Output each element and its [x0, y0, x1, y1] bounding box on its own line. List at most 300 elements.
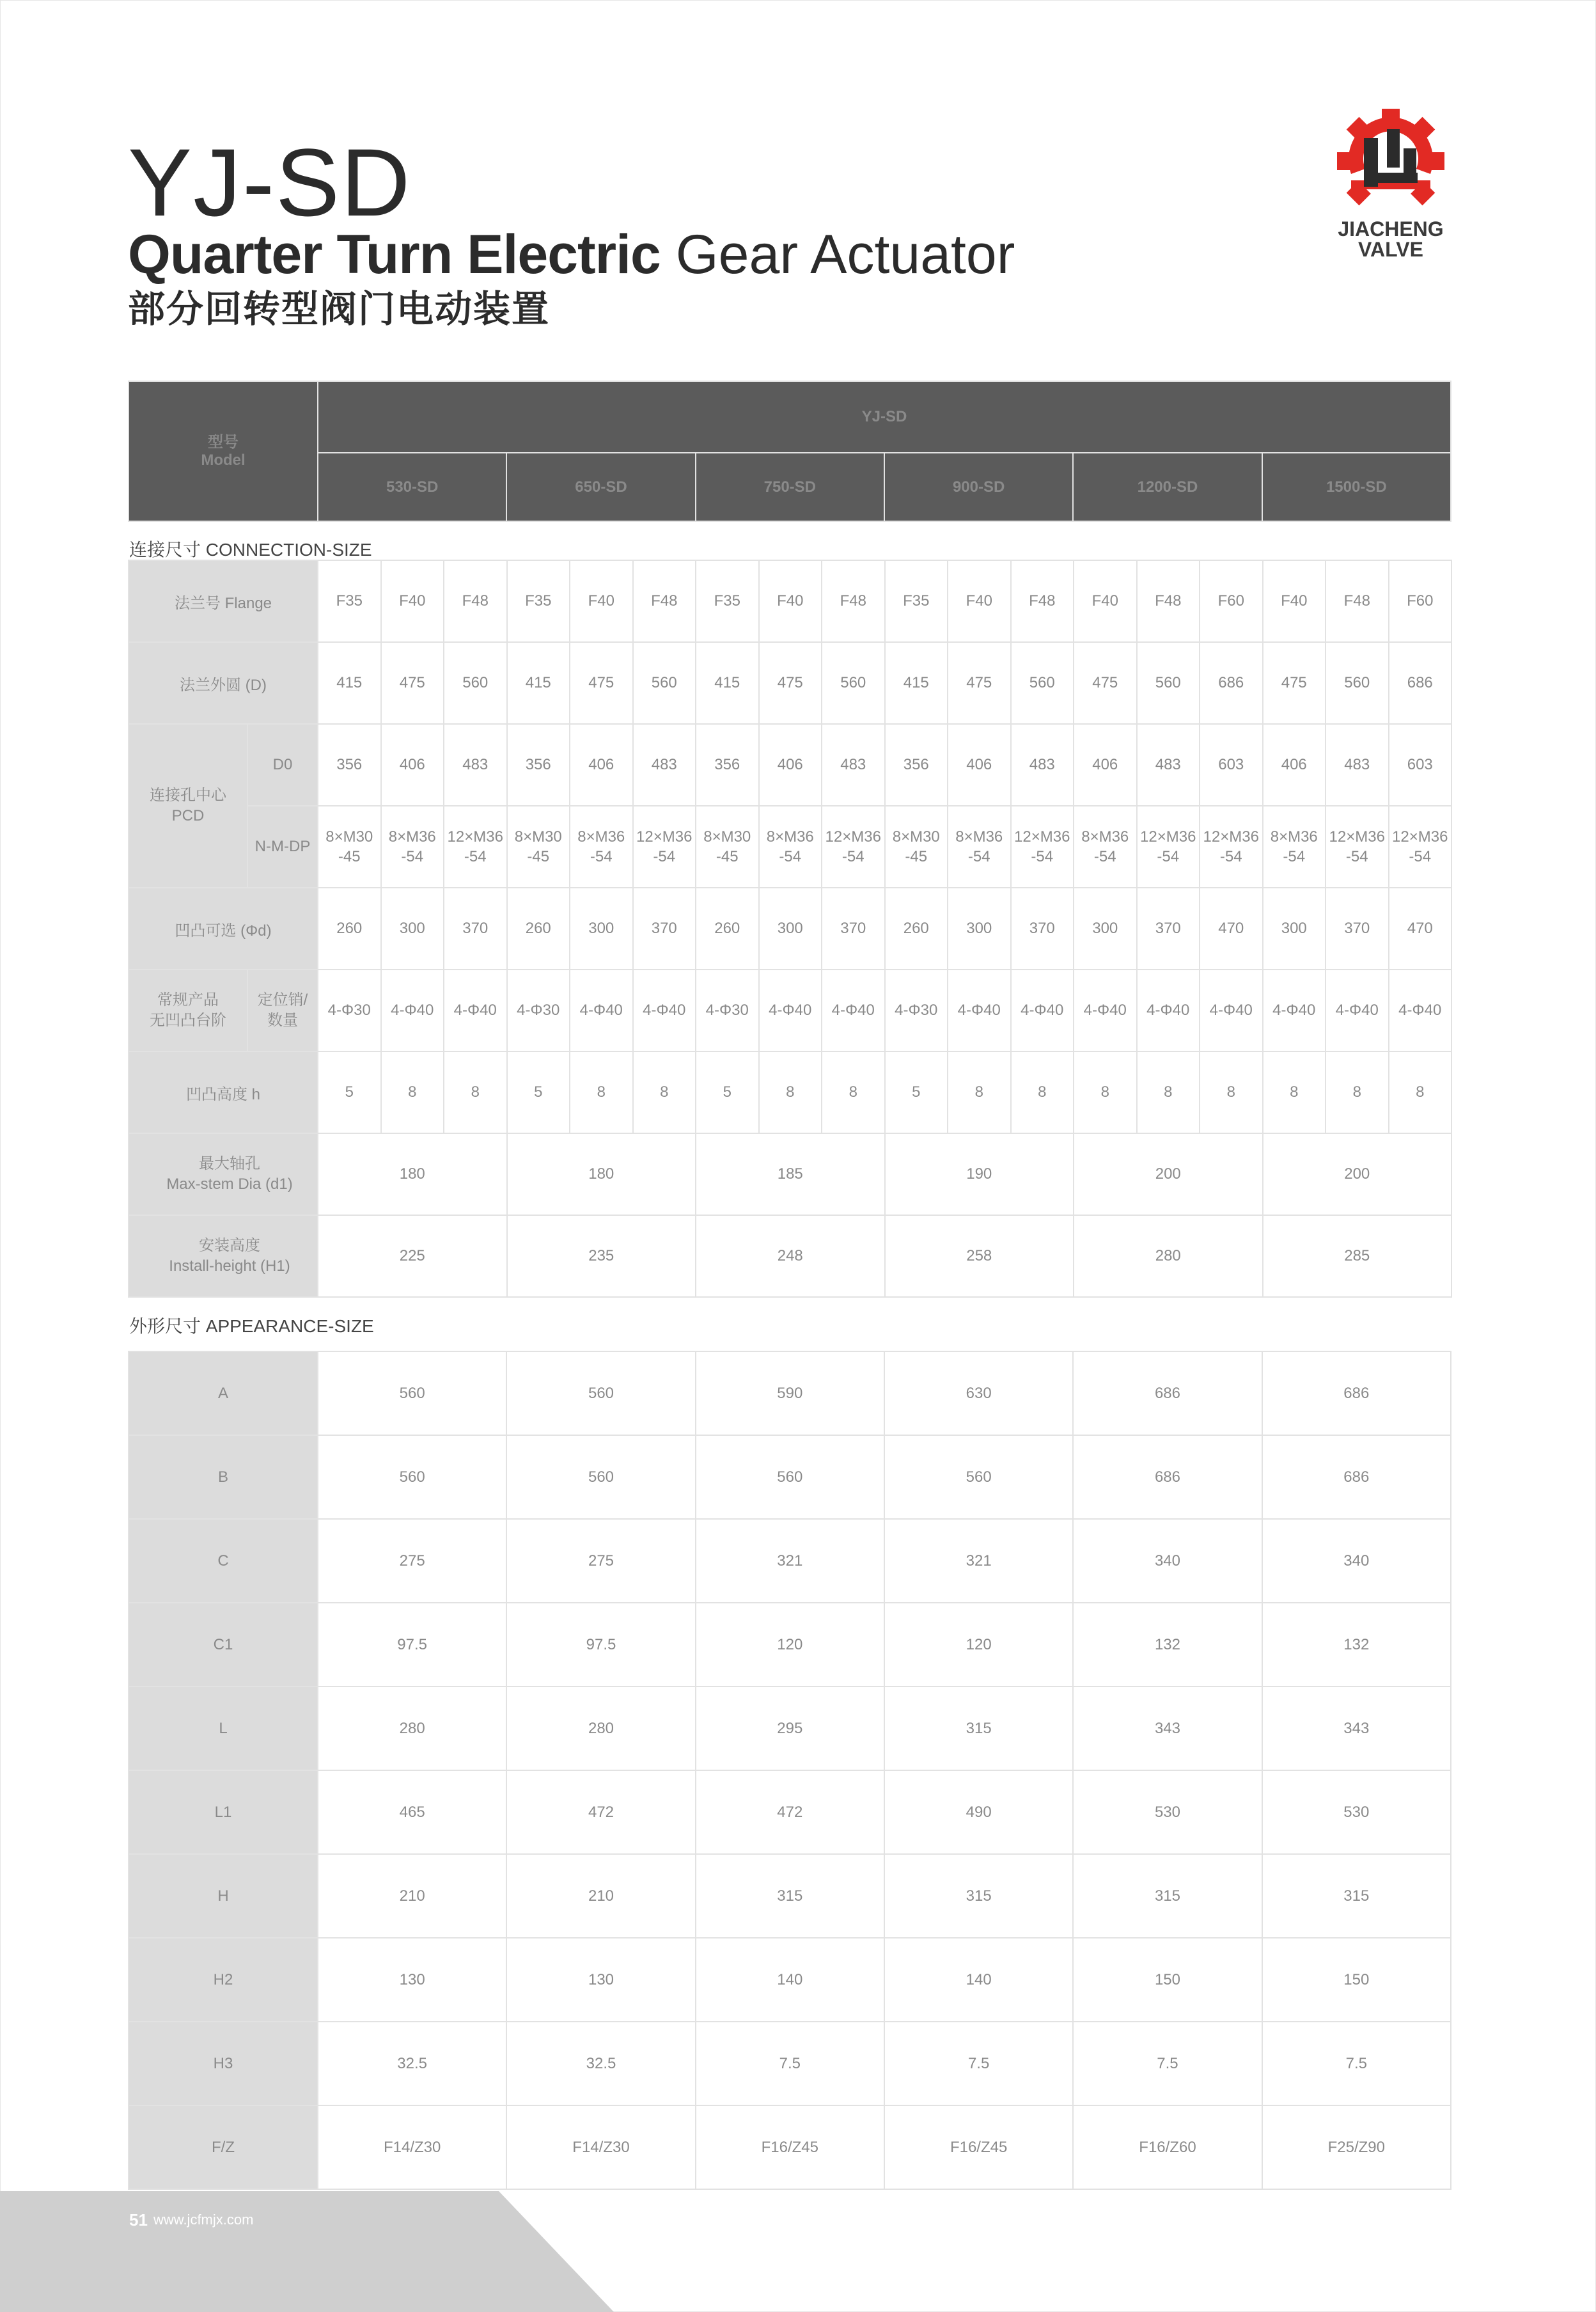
flange-cell: F35 — [885, 560, 948, 642]
nmdp-bottom: -54 — [779, 848, 802, 865]
max-stem-label-en: Max-stem Dia (d1) — [166, 1176, 293, 1193]
outer-diameter-cell: 560 — [822, 642, 885, 724]
flange-cell: F40 — [948, 560, 1011, 642]
nmdp-bottom: -45 — [338, 848, 361, 865]
outer-diameter-label: 法兰外圆 (D) — [129, 642, 318, 724]
boss-cell: 260 — [507, 888, 570, 970]
boss-height-cell: 8 — [1137, 1051, 1200, 1133]
nmdp-bottom: -54 — [401, 848, 424, 865]
outer-diameter-cell: 560 — [1326, 642, 1389, 724]
boss-cell: 370 — [1137, 888, 1200, 970]
nmdp-bottom: -54 — [1409, 848, 1432, 865]
appearance-value: 130 — [318, 1938, 506, 2022]
flange-cell: F40 — [1263, 560, 1326, 642]
appearance-value: 321 — [696, 1519, 884, 1603]
appearance-value: 132 — [1073, 1603, 1262, 1687]
pin-label-a1: 常规产品 — [157, 991, 219, 1009]
d0-cell: 406 — [381, 724, 444, 806]
flange-label: 法兰号 Flange — [129, 560, 318, 642]
pin-cell: 4-Φ40 — [1074, 970, 1137, 1051]
appearance-row-label: L1 — [129, 1770, 318, 1854]
appearance-value: 210 — [318, 1854, 506, 1938]
pin-cell: 4-Φ40 — [570, 970, 633, 1051]
group-title: YJ-SD — [318, 381, 1451, 453]
pin-cell: 4-Φ30 — [507, 970, 570, 1051]
pin-cell: 4-Φ30 — [318, 970, 381, 1051]
nmdp-cell — [696, 806, 759, 888]
boss-height-cell: 8 — [1263, 1051, 1326, 1133]
appearance-value: 7.5 — [884, 2022, 1073, 2105]
nmdp-top: 8×M36 — [388, 828, 436, 845]
appearance-value: 315 — [696, 1854, 884, 1938]
appearance-row — [129, 1435, 1451, 1519]
appearance-value: 530 — [1073, 1770, 1262, 1854]
footer-bar — [0, 2191, 614, 2312]
pin-cell: 4-Φ40 — [1389, 970, 1452, 1051]
appearance-value: 210 — [506, 1854, 695, 1938]
connection-size-table — [128, 560, 1452, 1298]
model-750: 750-SD — [696, 453, 884, 521]
appearance-value: 560 — [696, 1435, 884, 1519]
appearance-value: 590 — [696, 1351, 884, 1435]
boss-cell: 470 — [1200, 888, 1263, 970]
d0-cell: 356 — [507, 724, 570, 806]
nmdp-cell — [1326, 806, 1389, 888]
flange-cell: F48 — [1326, 560, 1389, 642]
model-label-cn: 型号 — [208, 433, 239, 451]
nmdp-top: 8×M36 — [577, 828, 625, 845]
pin-cell: 4-Φ40 — [822, 970, 885, 1051]
appearance-value: F16/Z60 — [1073, 2105, 1262, 2189]
boss-height-cell: 8 — [822, 1051, 885, 1133]
flange-cell: F40 — [570, 560, 633, 642]
appearance-value: 150 — [1262, 1938, 1451, 2022]
appearance-value: 343 — [1073, 1687, 1262, 1770]
model-650: 650-SD — [506, 453, 695, 521]
appearance-value: 340 — [1073, 1519, 1262, 1603]
outer-diameter-cell: 560 — [633, 642, 696, 724]
flange-cell: F48 — [1137, 560, 1200, 642]
appearance-row — [129, 2105, 1451, 2189]
appearance-value: 132 — [1262, 1603, 1451, 1687]
subtitle-rest: Gear Actuator — [660, 224, 1015, 285]
nmdp-top: 8×M36 — [1270, 828, 1318, 845]
flange-cell: F35 — [318, 560, 381, 642]
nmdp-bottom: -54 — [1157, 848, 1180, 865]
nmdp-cell — [633, 806, 696, 888]
boss-height-cell: 8 — [1011, 1051, 1074, 1133]
flange-cell: F48 — [1011, 560, 1074, 642]
appearance-value: 140 — [884, 1938, 1073, 2022]
boss-height-cell: 5 — [318, 1051, 381, 1133]
appearance-row-label: F/Z — [129, 2105, 318, 2189]
nmdp-top: 12×M36 — [1203, 828, 1259, 845]
outer-diameter-cell: 475 — [1074, 642, 1137, 724]
install-height-cell: 235 — [507, 1215, 696, 1297]
outer-diameter-cell: 686 — [1389, 642, 1452, 724]
appearance-value: F14/Z30 — [506, 2105, 695, 2189]
appearance-row — [129, 1770, 1451, 1854]
d0-cell: 406 — [570, 724, 633, 806]
model-header-cell — [129, 381, 318, 521]
pin-cell: 4-Φ40 — [759, 970, 822, 1051]
nmdp-cell — [1011, 806, 1074, 888]
outer-diameter-cell: 560 — [1011, 642, 1074, 724]
d0-cell: 356 — [885, 724, 948, 806]
appearance-value: 343 — [1262, 1687, 1451, 1770]
outer-diameter-cell: 475 — [570, 642, 633, 724]
outer-diameter-cell: 415 — [318, 642, 381, 724]
flange-cell: F48 — [822, 560, 885, 642]
flange-cell: F60 — [1200, 560, 1263, 642]
appearance-row — [129, 1854, 1451, 1938]
appearance-value: 490 — [884, 1770, 1073, 1854]
appearance-value: 7.5 — [696, 2022, 884, 2105]
appearance-value: 686 — [1073, 1435, 1262, 1519]
boss-height-cell: 5 — [885, 1051, 948, 1133]
pcd-label — [129, 724, 247, 888]
outer-diameter-cell: 415 — [885, 642, 948, 724]
boss-cell: 300 — [948, 888, 1011, 970]
outer-diameter-row — [129, 642, 1451, 724]
d0-cell: 406 — [1263, 724, 1326, 806]
appearance-row — [129, 1603, 1451, 1687]
flange-cell: F35 — [507, 560, 570, 642]
pcd-label-cn: 连接孔中心 — [150, 786, 226, 804]
appearance-row-label: H2 — [129, 1938, 318, 2022]
nmdp-top: 8×M30 — [325, 828, 373, 845]
pin-cell: 4-Φ40 — [444, 970, 507, 1051]
appearance-value: 686 — [1073, 1351, 1262, 1435]
d0-cell: 406 — [948, 724, 1011, 806]
appearance-value: 7.5 — [1262, 2022, 1451, 2105]
boss-cell: 260 — [885, 888, 948, 970]
boss-cell: 300 — [1263, 888, 1326, 970]
model-header-table — [128, 381, 1451, 522]
d0-cell: 483 — [633, 724, 696, 806]
appearance-value: 150 — [1073, 1938, 1262, 2022]
nmdp-row — [129, 806, 1451, 888]
flange-cell: F48 — [444, 560, 507, 642]
boss-cell: 300 — [759, 888, 822, 970]
appearance-value: 315 — [884, 1854, 1073, 1938]
appearance-size-table — [128, 1351, 1451, 2190]
nmdp-bottom: -54 — [464, 848, 487, 865]
boss-height-cell: 8 — [1326, 1051, 1389, 1133]
appearance-row-label: B — [129, 1435, 318, 1519]
pin-row — [129, 970, 1451, 1051]
nmdp-cell — [507, 806, 570, 888]
max-stem-cell: 180 — [507, 1133, 696, 1215]
appearance-value: 295 — [696, 1687, 884, 1770]
boss-height-cell: 8 — [381, 1051, 444, 1133]
boss-cell: 470 — [1389, 888, 1452, 970]
nmdp-cell — [1200, 806, 1263, 888]
boss-height-cell: 5 — [507, 1051, 570, 1133]
outer-diameter-cell: 415 — [507, 642, 570, 724]
section-appearance-label: 外形尺寸 APPEARANCE-SIZE — [129, 1316, 374, 1336]
appearance-row-label: L — [129, 1687, 318, 1770]
flange-cell: F48 — [633, 560, 696, 642]
appearance-value: 465 — [318, 1770, 506, 1854]
appearance-value: 280 — [318, 1687, 506, 1770]
nmdp-top: 12×M36 — [636, 828, 692, 845]
appearance-row-label: H3 — [129, 2022, 318, 2105]
appearance-value: F25/Z90 — [1262, 2105, 1451, 2189]
install-height-cell: 258 — [885, 1215, 1074, 1297]
nmdp-cell — [759, 806, 822, 888]
appearance-row — [129, 1687, 1451, 1770]
appearance-value: 472 — [696, 1770, 884, 1854]
pin-cell: 4-Φ40 — [1263, 970, 1326, 1051]
boss-height-row — [129, 1051, 1451, 1133]
nmdp-cell — [1074, 806, 1137, 888]
appearance-row — [129, 2022, 1451, 2105]
nmdp-bottom: -54 — [1283, 848, 1306, 865]
model-label-en: Model — [201, 451, 246, 469]
nmdp-top: 12×M36 — [1329, 828, 1385, 845]
page-number: 51 — [129, 2210, 148, 2229]
appearance-value: 560 — [318, 1351, 506, 1435]
boss-height-label: 凹凸高度 h — [129, 1051, 318, 1133]
boss-cell: 370 — [633, 888, 696, 970]
appearance-value: 560 — [506, 1351, 695, 1435]
appearance-row — [129, 1519, 1451, 1603]
appearance-row — [129, 1351, 1451, 1435]
appearance-value: 97.5 — [506, 1603, 695, 1687]
logo-text-jiacheng: JIACHENG — [1338, 217, 1444, 240]
nmdp-bottom: -54 — [1219, 848, 1242, 865]
boss-height-cell: 8 — [948, 1051, 1011, 1133]
section-connection-label: 连接尺寸 CONNECTION-SIZE — [129, 540, 372, 560]
outer-diameter-cell: 560 — [1137, 642, 1200, 724]
outer-diameter-cell: 415 — [696, 642, 759, 724]
appearance-value: 120 — [884, 1603, 1073, 1687]
appearance-value: 130 — [506, 1938, 695, 2022]
install-height-label-en: Install-height (H1) — [169, 1257, 290, 1275]
outer-diameter-cell: 560 — [444, 642, 507, 724]
nmdp-cell — [318, 806, 381, 888]
flange-cell: F40 — [1074, 560, 1137, 642]
appearance-row-label: A — [129, 1351, 318, 1435]
boss-cell: 260 — [696, 888, 759, 970]
nmdp-bottom: -54 — [653, 848, 676, 865]
subtitle-bold: Quarter Turn Electric — [128, 224, 661, 285]
nmdp-bottom: -54 — [967, 848, 990, 865]
nmdp-top: 8×M36 — [766, 828, 814, 845]
appearance-value: 321 — [884, 1519, 1073, 1603]
nmdp-bottom: -54 — [841, 848, 864, 865]
nmdp-top: 12×M36 — [447, 828, 503, 845]
boss-cell: 370 — [1011, 888, 1074, 970]
install-height-cell: 225 — [318, 1215, 507, 1297]
nmdp-cell — [1389, 806, 1452, 888]
page-subtitle — [128, 224, 1015, 285]
max-stem-cell: 185 — [696, 1133, 885, 1215]
d0-cell: 483 — [1011, 724, 1074, 806]
model-530: 530-SD — [318, 453, 506, 521]
d0-cell: 406 — [759, 724, 822, 806]
outer-diameter-cell: 475 — [381, 642, 444, 724]
d0-cell: 603 — [1389, 724, 1452, 806]
max-stem-cell: 200 — [1263, 1133, 1452, 1215]
pin-cell: 4-Φ40 — [948, 970, 1011, 1051]
boss-height-cell: 5 — [696, 1051, 759, 1133]
nmdp-top: 8×M30 — [514, 828, 562, 845]
d0-cell: 356 — [318, 724, 381, 806]
flange-cell: F40 — [759, 560, 822, 642]
max-stem-label-cn: 最大轴孔 — [199, 1154, 260, 1172]
model-1200: 1200-SD — [1073, 453, 1262, 521]
flange-row — [129, 560, 1451, 642]
boss-cell: 300 — [570, 888, 633, 970]
nmdp-bottom: -45 — [905, 848, 928, 865]
boss-cell: 300 — [381, 888, 444, 970]
pcd-label-en: PCD — [171, 807, 205, 824]
pin-label-b1: 定位销/ — [257, 991, 308, 1009]
nmdp-cell — [822, 806, 885, 888]
d0-row — [129, 724, 1451, 806]
nmdp-cell — [381, 806, 444, 888]
appearance-value: 97.5 — [318, 1603, 506, 1687]
boss-cell: 370 — [822, 888, 885, 970]
nmdp-top: 12×M36 — [825, 828, 881, 845]
boss-height-cell: 8 — [1389, 1051, 1452, 1133]
appearance-row-label: C — [129, 1519, 318, 1603]
max-stem-cell: 190 — [885, 1133, 1074, 1215]
page-title: YJ-SD — [128, 129, 412, 236]
appearance-value: 686 — [1262, 1435, 1451, 1519]
max-stem-label — [129, 1133, 318, 1215]
pin-cell: 4-Φ30 — [696, 970, 759, 1051]
install-height-label — [129, 1215, 318, 1297]
boss-label: 凹凸可选 (Φd) — [129, 888, 318, 970]
outer-diameter-cell: 475 — [948, 642, 1011, 724]
install-height-cell: 248 — [696, 1215, 885, 1297]
install-height-cell: 285 — [1263, 1215, 1452, 1297]
logo-text-valve: VALVE — [1358, 238, 1423, 261]
gear-logo-icon — [1327, 109, 1455, 217]
appearance-value: 560 — [506, 1435, 695, 1519]
appearance-value: 120 — [696, 1603, 884, 1687]
appearance-value: 340 — [1262, 1519, 1451, 1603]
appearance-row-label: H — [129, 1854, 318, 1938]
appearance-row — [129, 1938, 1451, 2022]
d0-cell: 483 — [822, 724, 885, 806]
pin-cell: 4-Φ40 — [381, 970, 444, 1051]
boss-height-cell: 8 — [1074, 1051, 1137, 1133]
appearance-value: 32.5 — [318, 2022, 506, 2105]
appearance-value: F16/Z45 — [696, 2105, 884, 2189]
flange-cell: F35 — [696, 560, 759, 642]
boss-height-cell: 8 — [633, 1051, 696, 1133]
appearance-value: 530 — [1262, 1770, 1451, 1854]
pin-label-a2: 无凹凸台阶 — [150, 1012, 226, 1029]
pin-cell: 4-Φ40 — [1326, 970, 1389, 1051]
nmdp-cell — [444, 806, 507, 888]
pin-cell: 4-Φ40 — [1137, 970, 1200, 1051]
pin-label-b — [247, 970, 318, 1051]
boss-cell: 260 — [318, 888, 381, 970]
appearance-value: F14/Z30 — [318, 2105, 506, 2189]
appearance-value: 315 — [1262, 1854, 1451, 1938]
outer-diameter-cell: 686 — [1200, 642, 1263, 724]
outer-diameter-cell: 475 — [759, 642, 822, 724]
d0-cell: 483 — [1326, 724, 1389, 806]
nmdp-label: N-M-DP — [247, 806, 318, 888]
nmdp-bottom: -54 — [1093, 848, 1116, 865]
appearance-row-label: C1 — [129, 1603, 318, 1687]
max-stem-row — [129, 1133, 1451, 1215]
appearance-value: 686 — [1262, 1351, 1451, 1435]
nmdp-cell — [570, 806, 633, 888]
appearance-value: 560 — [318, 1435, 506, 1519]
nmdp-bottom: -45 — [716, 848, 739, 865]
appearance-value: 472 — [506, 1770, 695, 1854]
boss-cell: 300 — [1074, 888, 1137, 970]
appearance-value: 275 — [318, 1519, 506, 1603]
d0-label: D0 — [247, 724, 318, 806]
boss-height-cell: 8 — [759, 1051, 822, 1133]
d0-cell: 356 — [696, 724, 759, 806]
website-link[interactable]: www.jcfmjx.com — [153, 2212, 254, 2228]
d0-cell: 406 — [1074, 724, 1137, 806]
model-900: 900-SD — [884, 453, 1073, 521]
nmdp-top: 12×M36 — [1014, 828, 1070, 845]
max-stem-cell: 200 — [1074, 1133, 1263, 1215]
install-height-cell: 280 — [1074, 1215, 1263, 1297]
install-height-label-cn: 安装高度 — [199, 1236, 260, 1254]
appearance-value: 140 — [696, 1938, 884, 2022]
nmdp-bottom: -45 — [527, 848, 550, 865]
appearance-value: 315 — [1073, 1854, 1262, 1938]
boss-cell: 370 — [444, 888, 507, 970]
boss-height-cell: 8 — [1200, 1051, 1263, 1133]
nmdp-top: 8×M36 — [1081, 828, 1129, 845]
install-height-row — [129, 1215, 1451, 1297]
pin-cell: 4-Φ40 — [1200, 970, 1263, 1051]
nmdp-cell — [885, 806, 948, 888]
model-1500: 1500-SD — [1262, 453, 1451, 521]
nmdp-top: 12×M36 — [1392, 828, 1448, 845]
pin-label-b2: 数量 — [267, 1012, 298, 1029]
pin-cell: 4-Φ30 — [885, 970, 948, 1051]
d0-cell: 483 — [1137, 724, 1200, 806]
appearance-value: 7.5 — [1073, 2022, 1262, 2105]
nmdp-top: 8×M30 — [892, 828, 940, 845]
boss-row — [129, 888, 1451, 970]
flange-cell: F60 — [1389, 560, 1452, 642]
nmdp-top: 8×M36 — [955, 828, 1003, 845]
nmdp-cell — [948, 806, 1011, 888]
appearance-value: 32.5 — [506, 2022, 695, 2105]
appearance-value: 315 — [884, 1687, 1073, 1770]
nmdp-bottom: -54 — [1031, 848, 1054, 865]
nmdp-top: 12×M36 — [1140, 828, 1196, 845]
d0-cell: 603 — [1200, 724, 1263, 806]
pin-label-a — [129, 970, 247, 1051]
max-stem-cell: 180 — [318, 1133, 507, 1215]
outer-diameter-cell: 475 — [1263, 642, 1326, 724]
appearance-value: 630 — [884, 1351, 1073, 1435]
pin-cell: 4-Φ40 — [633, 970, 696, 1051]
flange-cell: F40 — [381, 560, 444, 642]
nmdp-cell — [1137, 806, 1200, 888]
boss-height-cell: 8 — [570, 1051, 633, 1133]
boss-height-cell: 8 — [444, 1051, 507, 1133]
d0-cell: 483 — [444, 724, 507, 806]
nmdp-cell — [1263, 806, 1326, 888]
